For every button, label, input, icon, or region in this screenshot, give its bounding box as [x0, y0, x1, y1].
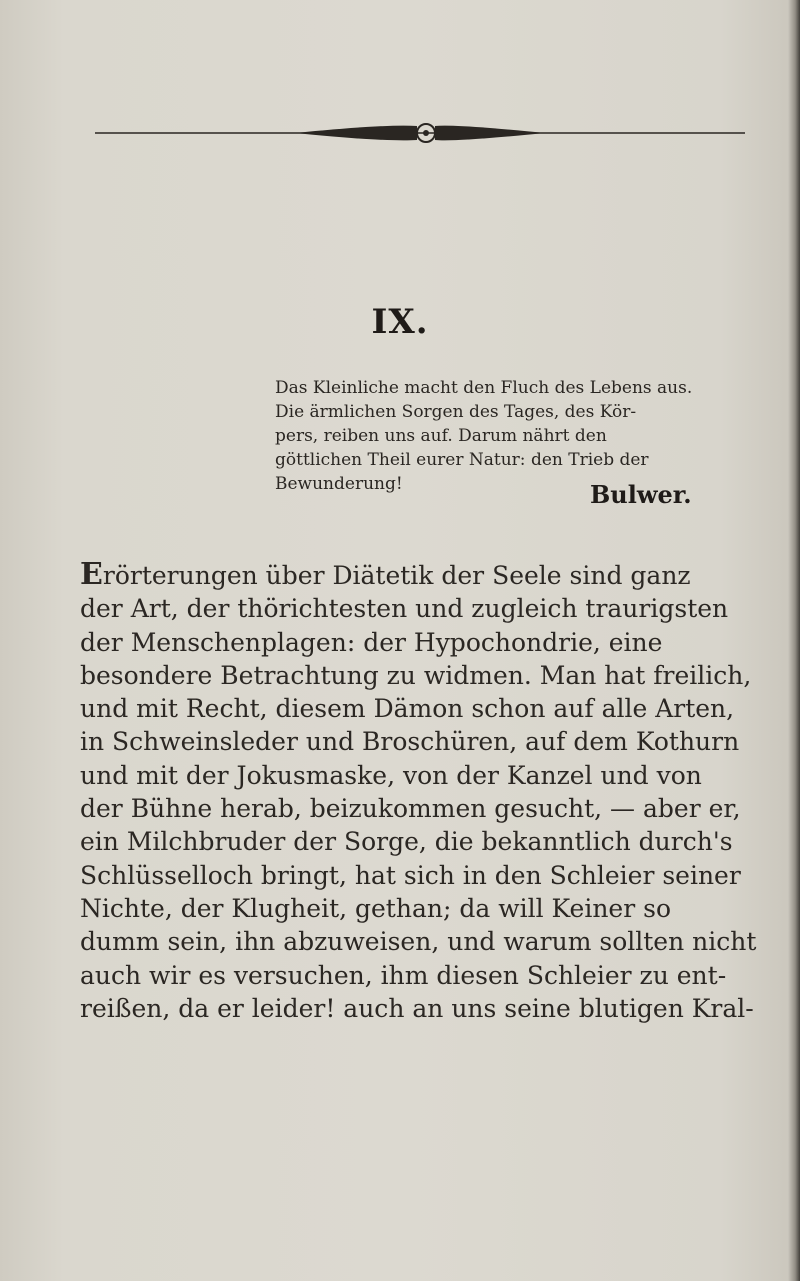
epigraph: [275, 376, 715, 496]
body-line: Nichte, der Klugheit, gethan; da will Keiner so: [80, 893, 671, 923]
drop-cap: E: [80, 558, 103, 592]
epigraph-author: Bulwer.: [590, 480, 692, 509]
body-line-text: rörterungen über Diätetik der Seele sind ganz: [102, 561, 691, 590]
chapter-heading: IX.: [371, 302, 429, 342]
body-line: auch wir es versuchen, ihm diesen Schleier zu ent-: [80, 960, 727, 990]
body-line: Schlüsselloch bringt, hat sich in den Schleier seiner: [80, 860, 741, 890]
epigraph-line: Das Kleinliche macht den Fluch des Lebens aus.: [275, 378, 693, 398]
body-line: ein Milchbruder der Sorge, die bekanntlich durch's: [80, 827, 733, 857]
body-paragraph: [80, 558, 760, 1025]
body-line: reißen, da er leider! auch an uns seine blutigen Kral-: [80, 993, 754, 1023]
body-line: der Menschenplagen: der Hypochondrie, eine: [80, 627, 663, 657]
body-line: und mit Recht, diesem Dämon schon auf alle Arten,: [80, 694, 735, 724]
epigraph-line: göttlichen Theil eurer Natur: den Trieb der: [275, 450, 649, 470]
body-line: besondere Betrachtung zu widmen. Man hat freilich,: [80, 660, 752, 690]
body-line: in Schweinsleder und Broschüren, auf dem Kothurn: [80, 727, 740, 757]
body-line: [80, 558, 760, 592]
body-line: der Art, der thörichtesten und zugleich traurigsten: [80, 594, 729, 624]
epigraph-line: Bewunderung!: [275, 474, 403, 494]
body-line: und mit der Jokusmaske, von der Kanzel und von: [80, 760, 702, 790]
epigraph-line: pers, reiben uns auf. Darum nährt den: [275, 426, 607, 446]
epigraph-line: Die ärmlichen Sorgen des Tages, des Kör-: [275, 402, 637, 422]
ornamental-rule: [95, 118, 745, 148]
page-edge-shadow: [788, 0, 800, 1281]
body-line: dumm sein, ihn abzuweisen, und warum sollten nicht: [80, 927, 757, 957]
body-line: der Bühne herab, beizukommen gesucht, — aber er,: [80, 794, 741, 824]
